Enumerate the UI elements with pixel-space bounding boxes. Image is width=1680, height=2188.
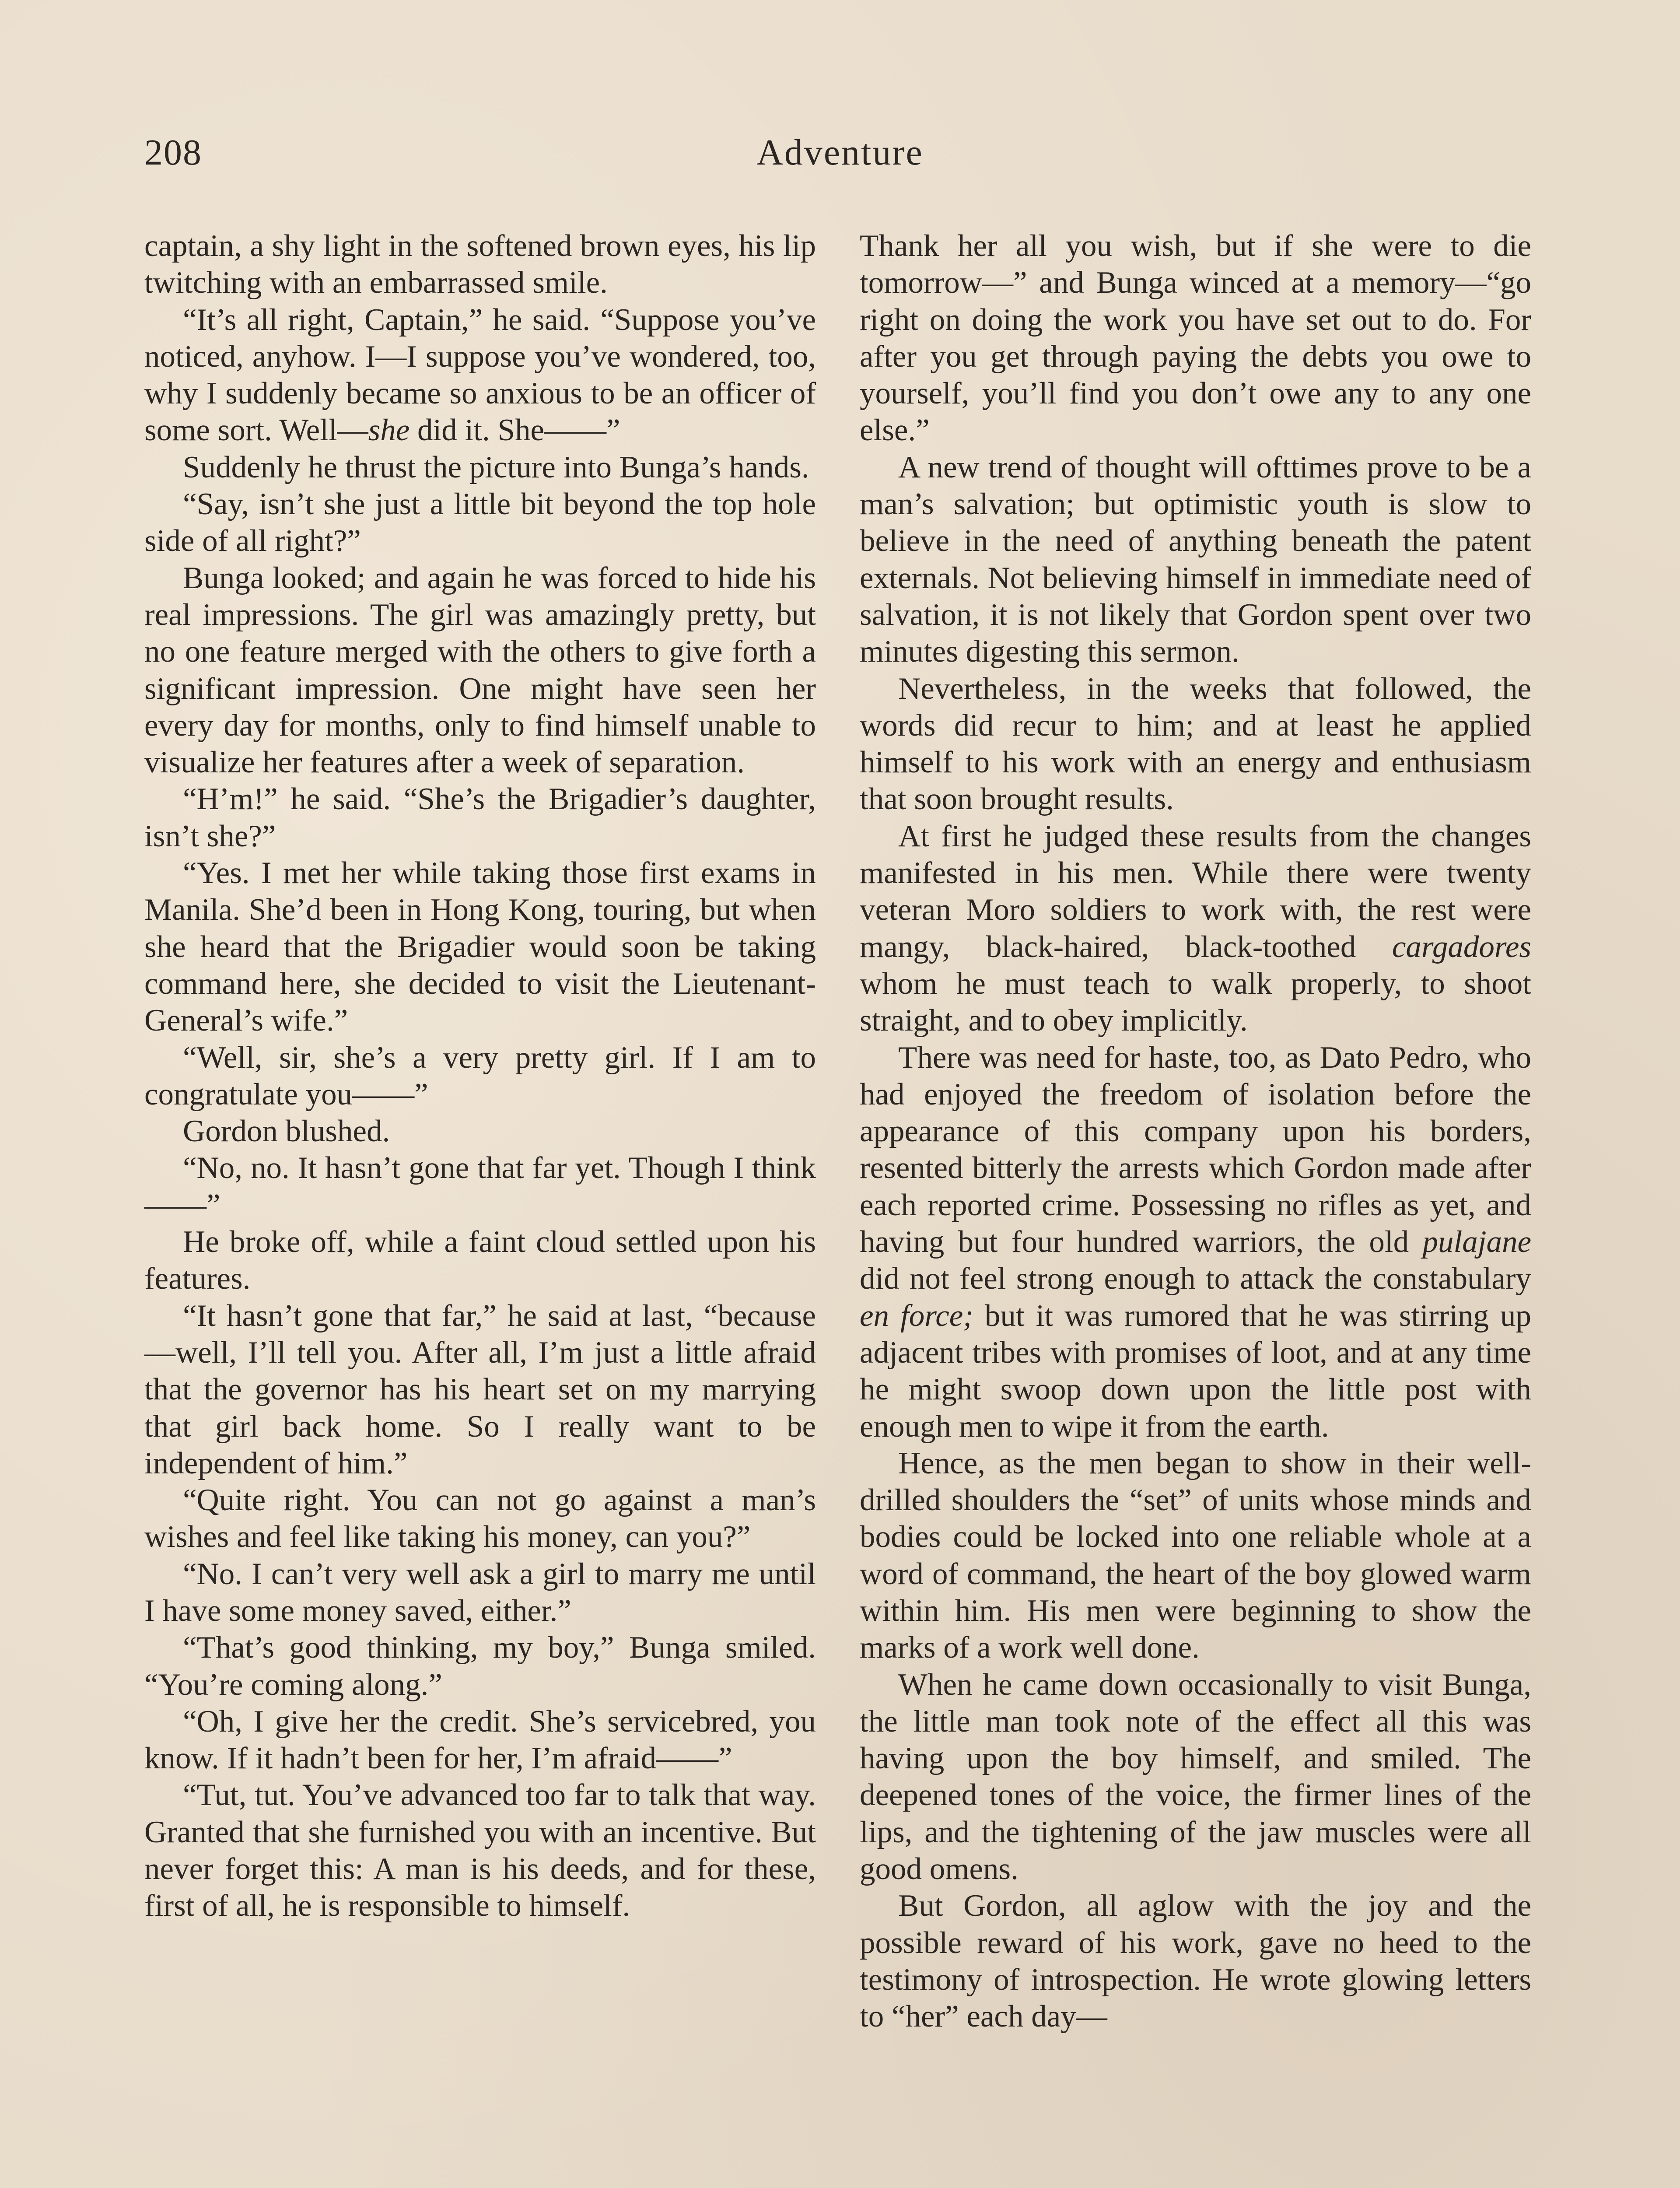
paragraph: captain, a shy light in the softened brown eyes, his lip twitching with an embarrassed smile. — [144, 229, 816, 300]
paragraph: Bunga looked; and again he was forced to hide his real impressions. The girl was amazingly pretty, but no one feature merged with the others to give forth a significant impression. One might have seen her every day for months, only to find himself unable to visualize her features after a week of separation. — [144, 561, 816, 780]
paragraph: “Yes. I met her while taking those first exams in Manila. She’d been in Hong Kong, touring, but when she heard that the Brigadier would soon be taking command here, she decided to visit the Lieutenant-General’s wife.” — [144, 856, 816, 1038]
paragraph: “No, no. It hasn’t gone that far yet. Though I think——” — [144, 1151, 816, 1222]
paragraph: “Say, isn’t she just a little bit beyond the top hole side of all right?” — [144, 487, 816, 558]
left-column — [144, 228, 816, 2188]
paragraph: “Quite right. You can not go against a man’s wishes and feel like taking his money, can you?” — [144, 1483, 816, 1554]
page-number: 208 — [144, 132, 202, 173]
paragraph: He broke off, while a faint cloud settled upon his features. — [144, 1225, 816, 1296]
paragraph: “Oh, I give her the credit. She’s servicebred, you know. If it hadn’t been for her, I’m afraid——” — [144, 1704, 816, 1776]
paragraph: “Tut, tut. You’ve advanced too far to talk that way. Granted that she furnished you with an incentive. But never forget this: A man is his deeds, and for these, first of all, he is responsible to himself. — [144, 1778, 816, 1923]
paragraph: “No. I can’t very well ask a girl to marry me until I have some money saved, either.” — [144, 1557, 816, 1628]
paragraph: Suddenly he thrust the picture into Bunga’s hands. — [183, 450, 809, 484]
paragraph: There was need for haste, too, as Dato Pedro, who had enjoyed the freedom of isolation before the appearance of this company upon his borders, resented bitterly the arrests which Gordon made after each reported crime. Possessing no rifles as yet, and having but four hundred warriors, the old pulajane did not feel strong enough to attack the constabulary en force; but it was rumored that he was stirring up adjacent tribes with promises of loot, and at any time he might swoop down upon the little post with enough men to wipe it from the earth. — [860, 1040, 1531, 1444]
paragraph: Hence, as the men began to show in their well-drilled shoulders the “set” of units whose minds and bodies could be locked into one reliable whole at a word of command, the heart of the boy glowed warm within him. His men were beginning to show the marks of a work well done. — [860, 1446, 1531, 1665]
paragraph: “H’m!” he said. “She’s the Brigadier’s daughter, isn’t she?” — [144, 782, 816, 853]
running-title: Adventure — [756, 132, 924, 173]
paragraph: “It hasn’t gone that far,” he said at last, “because—well, I’ll tell you. After all, I’m just a little afraid that the governor has his heart set on my marrying that girl back home. So I really want to be independent of him.” — [144, 1298, 816, 1480]
paragraph: At first he judged these results from the changes manifested in his men. While there were twenty veteran Moro soldiers to work with, the rest were mangy, black-haired, black-toothed cargadores whom he must teach to walk properly, to shoot straight, and to obey implicitly. — [860, 819, 1531, 1038]
paragraph: “Well, sir, she’s a very pretty girl. If I am to congratulate you——” — [144, 1040, 816, 1112]
paragraph: A new trend of thought will ofttimes prove to be a man’s salvation; but optimistic youth is slow to believe in the need of anything beneath the patent externals. Not believing himself in immediate need of salvation, it is not likely that Gordon spent over two minutes digesting this sermon. — [860, 450, 1531, 669]
paragraph: Thank her all you wish, but if she were to die tomorrow—” and Bunga winced at a memory—“go right on doing the work you have set out to do. For after you get through paying the debts you owe to yourself, you’ll find you don’t owe any to any one else.” — [860, 229, 1531, 448]
right-column — [860, 228, 1531, 2188]
paragraph: When he came down occasionally to visit Bunga, the little man took note of the effect all this was having upon the boy himself, and smiled. The deepened tones of the voice, the firmer lines of the lips, and the tightening of the jaw muscles were all good omens. — [860, 1667, 1531, 1886]
paragraph: Gordon blushed. — [183, 1114, 390, 1149]
paragraph: “It’s all right, Captain,” he said. “Suppose you’ve noticed, anyhow. I—I suppose you’ve wondered, too, why I suddenly became so anxious to be an officer of some sort. Well—she did it. She——” — [144, 302, 816, 448]
text-columns — [144, 228, 1536, 2188]
paragraph: But Gordon, all aglow with the joy and the possible reward of his work, gave no heed to the testimony of introspection. He wrote glowing letters to “her” each day— — [860, 1889, 1531, 2034]
paragraph: Nevertheless, in the weeks that followed, the words did recur to him; and at least he applied himself to his work with an energy and enthusiasm that soon brought results. — [860, 671, 1531, 817]
paragraph: “That’s good thinking, my boy,” Bunga smiled. “You’re coming along.” — [144, 1630, 816, 1702]
page-header — [144, 131, 1536, 184]
